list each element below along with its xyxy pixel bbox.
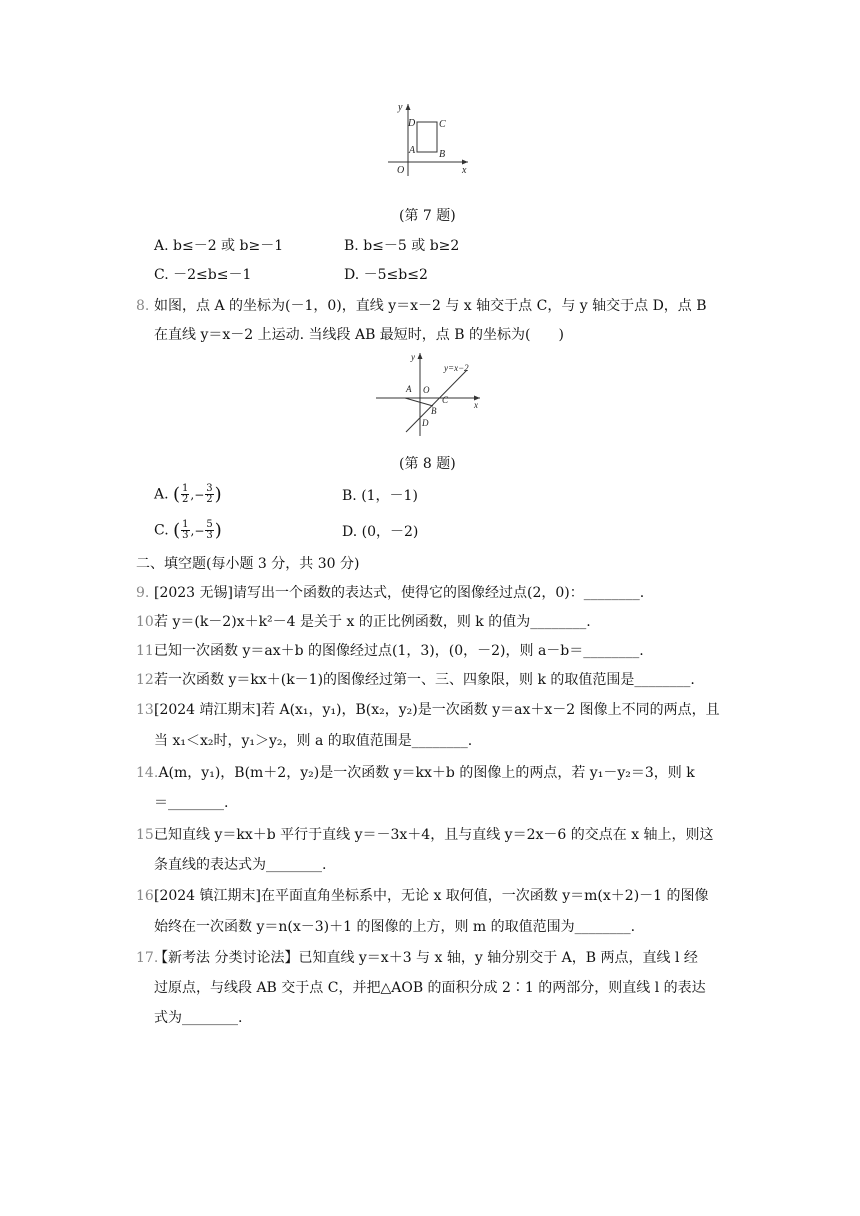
question-15 <box>136 825 736 845</box>
fig7-y-label: y <box>398 102 403 113</box>
question-text: [2024 靖江期末]若 A(x₁，y₁)，B(x₂，y₂)是一次函数 y＝ax＋x－2 图像上不同的两点，且 <box>154 702 720 718</box>
question-text: 已知一次函数 y＝ax＋b 的图像经过点(1，3)，(0，－2)，则 a－b＝________. <box>154 643 644 659</box>
fig7-origin-label: O <box>397 165 405 176</box>
fig8-x-label: x <box>474 400 478 410</box>
question-text: 【新考法 分类讨论法】已知直线 y＝x＋3 与 x 轴，y 轴分别交于 A，B 两点，直线 l 经 <box>154 950 698 966</box>
fig8-line-label: y=x−2 <box>444 363 469 373</box>
question-text: [2024 镇江期末]在平面直角坐标系中，无论 x 取何值，一次函数 y＝m(x＋2)－1 的图像 <box>154 888 709 904</box>
question-16 <box>136 886 736 906</box>
fig8-y-label: y <box>411 352 415 362</box>
question-number: 8. <box>136 298 150 314</box>
question-14 <box>136 763 736 783</box>
fig7-point-c: C <box>439 119 446 130</box>
question-9 <box>136 583 736 603</box>
question-10 <box>136 612 736 632</box>
fig8-origin-label: O <box>423 385 430 395</box>
question-text: 若一次函数 y＝kx＋(k－1)的图像经过第一、三、四象限，则 k 的取值范围是________. <box>154 672 695 688</box>
fig7-point-a: A <box>409 145 416 156</box>
question-13-cont: 当 x₁＜x₂时，y₁＞y₂，则 a 的取值范围是________. <box>154 733 473 749</box>
question-text: 若 y＝(k－2)x＋k²－4 是关于 x 的正比例函数，则 k 的值为________. <box>154 614 591 630</box>
question-number: 13. <box>136 702 159 718</box>
fig8-point-c: C <box>442 395 449 405</box>
question-text: 如图，点 A 的坐标为(－1，0)，直线 y＝x－2 与 x 轴交于点 C，与 y 轴交于点 D，点 B <box>154 298 707 314</box>
question-14-cont: ＝________. <box>154 795 229 811</box>
question-17 <box>136 948 736 968</box>
q8-option-c: C. ( 1 3 ,− $\frac{5}{3}$ ) <box>154 519 222 541</box>
fig7-point-d: D <box>408 118 416 129</box>
figure-8 <box>374 350 484 440</box>
q7-option-c: C. －2≤b≤－1 <box>154 267 252 283</box>
question-12 <box>136 670 736 690</box>
q8-option-a: A. ( 1 2 ,− $\frac{3}{2}$ ) <box>154 483 222 505</box>
q7-option-d: D. －5≤b≤2 <box>344 267 428 283</box>
question-number: 10. <box>136 614 159 630</box>
fig8-caption: (第 8 题) <box>399 456 456 472</box>
fig7-point-b: B <box>439 149 446 160</box>
q8-option-b: B. (1，－1) <box>342 488 418 504</box>
fig8-point-b: B <box>431 406 437 416</box>
question-17-cont2: 式为________. <box>154 1010 243 1026</box>
fig8-point-d: D <box>422 418 429 428</box>
question-number: 12. <box>136 672 159 688</box>
question-text: [2023 无锡]请写出一个函数的表达式，使得它的图像经过点(2，0)：________. <box>154 585 645 601</box>
question-8 <box>136 296 736 316</box>
question-16-cont: 始终在一次函数 y＝n(x－3)＋1 的图像的上方，则 m 的取值范围为________. <box>154 919 636 935</box>
question-number: 14. <box>136 765 159 781</box>
question-number: 11. <box>136 643 159 659</box>
fig7-x-label: x <box>462 165 467 176</box>
question-number: 15. <box>136 827 159 843</box>
question-text: A(m，y₁)，B(m＋2，y₂)是一次函数 y＝kx＋b 的图像上的两点，若 y₁－y₂＝3，则 k <box>154 765 695 781</box>
q7-option-b: B. b≤－5 或 b≥2 <box>344 238 460 254</box>
question-number: 16. <box>136 888 159 904</box>
fig7-caption: (第 7 题) <box>399 208 456 224</box>
question-15-cont: 条直线的表达式为________. <box>154 857 327 873</box>
question-number: 17. <box>136 950 159 966</box>
q8-option-d: D. (0，－2) <box>342 524 419 540</box>
question-17-cont: 过原点，与线段 AB 交于点 C，并把△AOB 的面积分成 2∶1 的两部分，则直线 l 的表达 <box>154 980 706 996</box>
question-8-cont: 在直线 y＝x－2 上运动. 当线段 AB 最短时，点 B 的坐标为( ) <box>154 327 564 343</box>
q7-option-a: A. b≤－2 或 b≥－1 <box>154 238 284 254</box>
question-text: 已知直线 y＝kx＋b 平行于直线 y＝－3x＋4，且与直线 y＝2x－6 的交点在 x 轴上，则这 <box>154 827 714 843</box>
figure-7 <box>384 100 474 180</box>
question-11 <box>136 641 736 661</box>
question-13 <box>136 700 736 720</box>
question-number: 9. <box>136 585 150 601</box>
fig8-point-a: A <box>406 384 412 394</box>
section-title: 二、填空题(每小题 3 分，共 30 分) <box>136 556 360 572</box>
